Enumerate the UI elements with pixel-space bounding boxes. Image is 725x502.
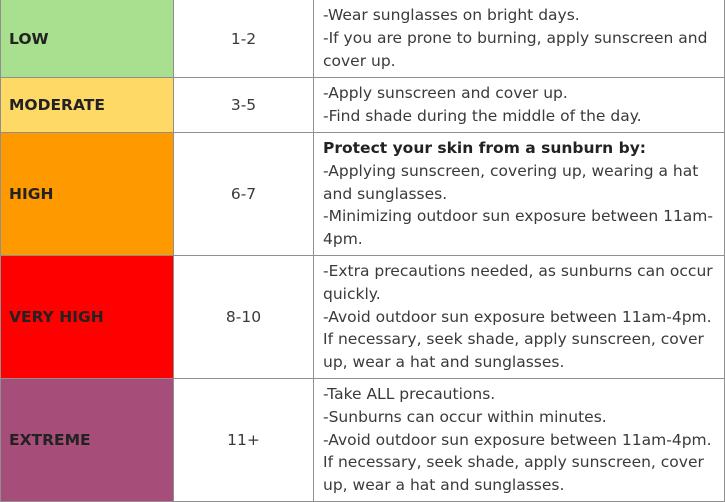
advice-line: -Apply sunscreen and cover up.: [323, 84, 568, 103]
uv-range-cell: 8-10: [174, 256, 314, 379]
uv-level-cell: VERY HIGH: [1, 256, 174, 379]
uv-range-cell: 11+: [174, 379, 314, 502]
advice-line: -Sunburns can occur within minutes.: [323, 407, 607, 426]
uv-level-cell: HIGH: [1, 133, 174, 256]
advice-line: -Wear sunglasses on bright days.: [323, 6, 580, 25]
uv-range-cell: 3-5: [174, 78, 314, 133]
uv-level-cell: LOW: [1, 0, 174, 78]
advice-line: -Find shade during the middle of the day.: [323, 107, 642, 125]
uv-advice-cell: [314, 256, 725, 379]
uv-row-low: [1, 0, 725, 78]
uv-range-cell: 6-7: [174, 133, 314, 256]
uv-row-high: [1, 133, 725, 256]
uv-row-very-high: [1, 256, 725, 379]
uv-range-cell: 1-2: [174, 0, 314, 78]
uv-advice-cell: [314, 0, 725, 78]
advice-line: -Minimizing outdoor sun exposure between 11am-4pm.: [323, 207, 713, 249]
advice-line: -If you are prone to burning, apply sunscreen and cover up.: [323, 29, 708, 70]
uv-level-cell: MODERATE: [1, 78, 174, 133]
uv-level-cell: EXTREME: [1, 379, 174, 502]
advice-line: -Take ALL precautions.: [323, 385, 496, 403]
advice-line: -Avoid outdoor sun exposure between 11am-4pm. If necessary, seek shade, apply sunscreen, cover up, wear a hat and sunglasses.: [323, 430, 712, 495]
uv-row-moderate: [1, 78, 725, 133]
advice-heading: Protect your skin from a sunburn by:: [323, 139, 647, 157]
advice-line: -Extra precautions needed, as sunburns can occur quickly.: [323, 262, 713, 303]
advice-line: -Avoid outdoor sun exposure between 11am-4pm. If necessary, seek shade, apply sunscreen, cover up, wear a hat and sunglasses.: [323, 307, 712, 372]
uv-advice-cell: [314, 379, 725, 502]
uv-advice-cell: [314, 78, 725, 133]
uv-advice-cell: [314, 133, 725, 256]
advice-line: -Applying sunscreen, covering up, wearing a hat and sunglasses.: [323, 161, 699, 203]
uv-row-extreme: [1, 379, 725, 502]
